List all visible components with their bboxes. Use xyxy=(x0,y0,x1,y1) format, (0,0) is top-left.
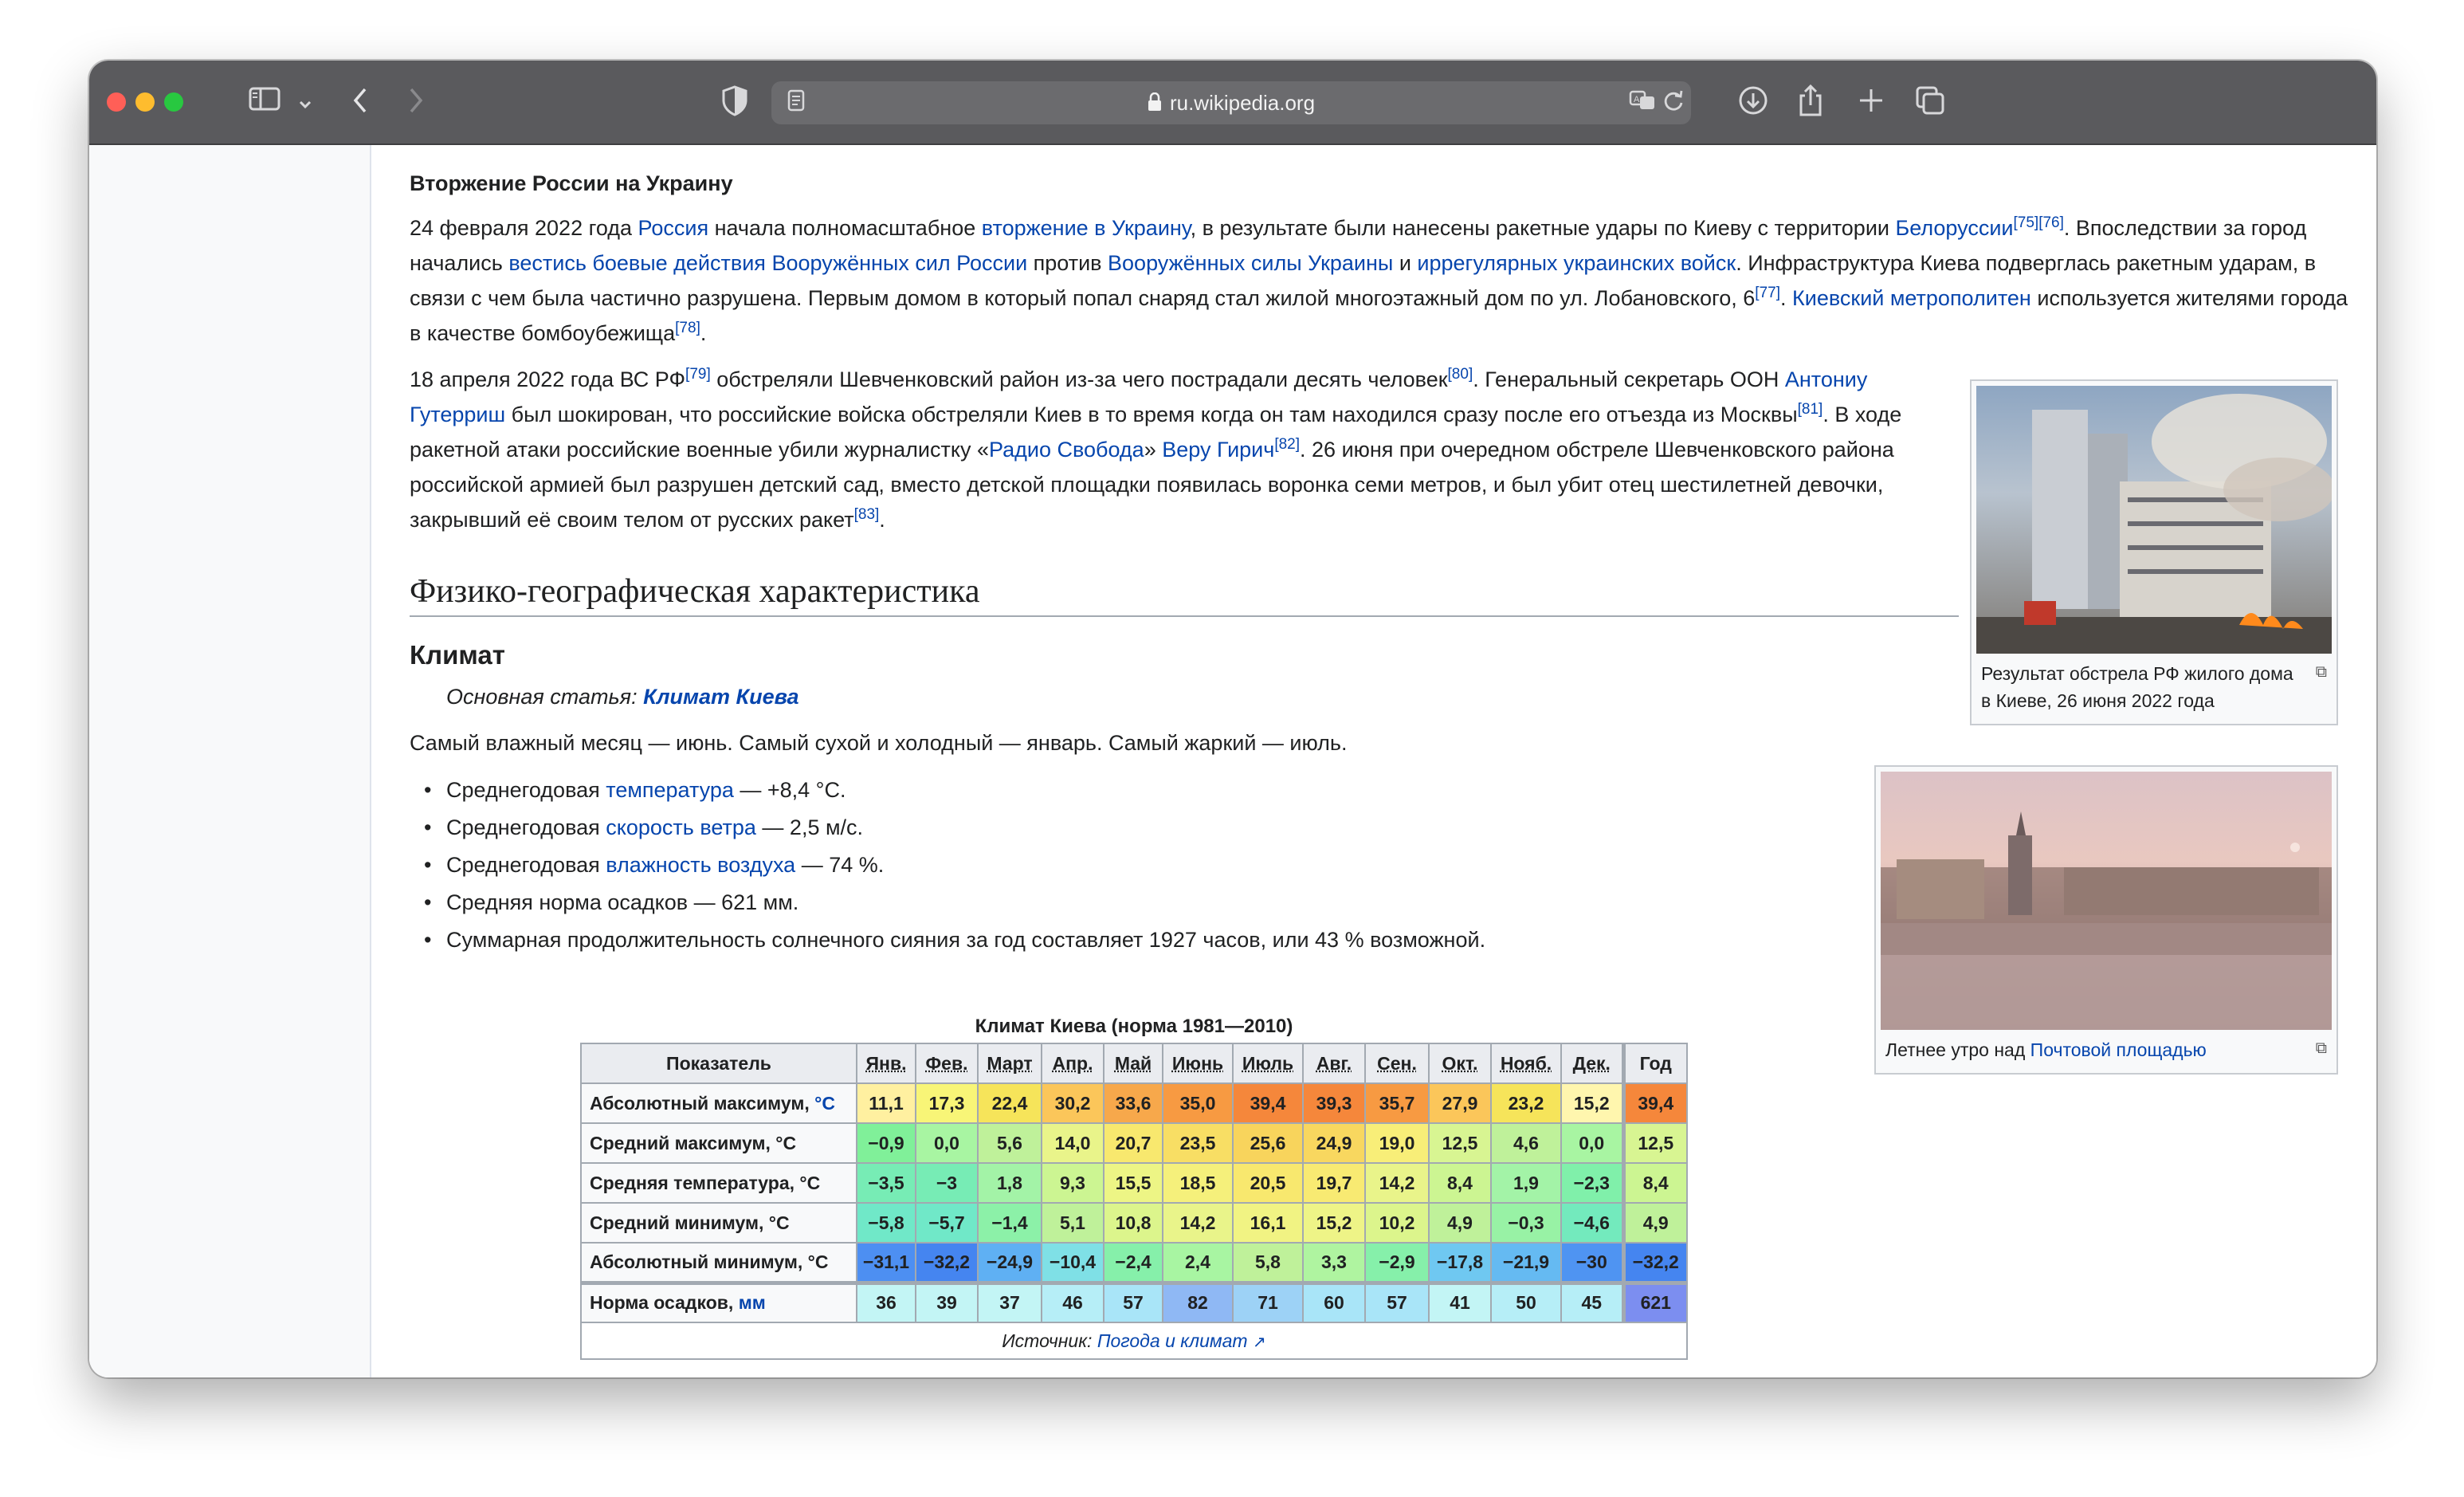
cell-value: 18,5 xyxy=(1163,1163,1233,1203)
cell-value: 5,1 xyxy=(1042,1203,1104,1243)
cell-value: 1,8 xyxy=(978,1163,1042,1203)
climate-table-row xyxy=(581,1083,1687,1123)
header-month: Нояб. xyxy=(1491,1043,1561,1083)
text: . 26 июня при очередном обстреле Шевченковского района российской армией был разрушен детский сад, вместо детской площадки появилась воронка семи метров, и был убит отец шестилетней девочки, закрывший её своим телом от русских ракет xyxy=(410,438,1894,532)
text: . Генеральный секретарь ООН xyxy=(1473,367,1785,391)
figure-poshtova-square xyxy=(1874,765,2338,1075)
close-window-button[interactable] xyxy=(107,92,126,112)
cell-value: 22,4 xyxy=(978,1083,1042,1123)
cell-value: 19,0 xyxy=(1365,1123,1429,1163)
header-month: Май xyxy=(1104,1043,1163,1083)
climate-fact-item xyxy=(410,809,1959,847)
fact-text: Среднегодовая xyxy=(446,815,606,839)
cell-value: 39,4 xyxy=(1233,1083,1303,1123)
header-month: Июль xyxy=(1233,1043,1303,1083)
text: используется жителями города в качестве бомбоубежища xyxy=(410,286,2348,345)
text: начала полномасштабное xyxy=(708,216,982,240)
figure-shelling xyxy=(1970,379,2338,725)
text: . xyxy=(879,508,885,532)
caption-text: Результат обстрела РФ жилого дома в Киеве, 26 июня 2022 года xyxy=(1981,663,2293,711)
cell-value: −31,1 xyxy=(857,1243,916,1283)
row-label-text: Норма осадков, xyxy=(590,1292,739,1314)
cell-year-value: 39,4 xyxy=(1623,1083,1687,1123)
climate-table-row xyxy=(581,1203,1687,1243)
header-month: Март xyxy=(978,1043,1042,1083)
climate-table-title: Климат Киева (норма 1981—2010) xyxy=(975,1016,1293,1037)
fact-link[interactable]: температура xyxy=(606,778,734,802)
header-month: Авг. xyxy=(1303,1043,1365,1083)
cell-value: 9,3 xyxy=(1042,1163,1104,1203)
row-label-text: Средний минимум, °C xyxy=(590,1212,790,1233)
cell-value: 4,9 xyxy=(1429,1203,1491,1243)
cell-value: −0,9 xyxy=(857,1123,916,1163)
chevron-down-icon[interactable] xyxy=(293,88,317,120)
cell-value: 71 xyxy=(1233,1283,1303,1322)
download-icon[interactable] xyxy=(1734,84,1772,124)
physgeo-heading: Физико-географическая характеристика xyxy=(410,569,1959,617)
climate-fact-item xyxy=(410,847,1959,884)
cell-value: 3,3 xyxy=(1303,1243,1365,1283)
cell-value: 4,6 xyxy=(1491,1123,1561,1163)
climate-table-row xyxy=(581,1283,1687,1322)
header-month: Янв. xyxy=(857,1043,916,1083)
cell-value: 2,4 xyxy=(1163,1243,1233,1283)
climate-table-block xyxy=(580,1012,1688,1360)
cell-value: 20,7 xyxy=(1104,1123,1163,1163)
ref-77[interactable]: [77] xyxy=(1755,285,1780,301)
ref-80[interactable]: [80] xyxy=(1447,366,1473,383)
climate-table-row xyxy=(581,1123,1687,1163)
back-icon[interactable] xyxy=(344,86,376,122)
unit-link[interactable]: °C xyxy=(814,1092,835,1114)
main-article-hatnote xyxy=(410,679,1959,714)
cell-value: 1,9 xyxy=(1491,1163,1561,1203)
row-label-text: Абсолютный максимум, xyxy=(590,1092,815,1114)
cell-value: 14,2 xyxy=(1163,1203,1233,1243)
link-ukrainian-forces[interactable]: Вооружённых силы Украины xyxy=(1108,251,1394,275)
cell-value: −10,4 xyxy=(1042,1243,1104,1283)
browser-window xyxy=(89,61,2376,1377)
ref-83[interactable]: [83] xyxy=(853,506,880,523)
cell-value: 0,0 xyxy=(1561,1123,1623,1163)
climate-table-row xyxy=(581,1243,1687,1283)
cell-value: −30 xyxy=(1561,1243,1623,1283)
ref-82[interactable]: [82] xyxy=(1274,436,1301,453)
link-radio-svoboda[interactable]: Радио Свобода xyxy=(989,438,1144,462)
cell-value: 45 xyxy=(1561,1283,1623,1322)
climate-table-header xyxy=(581,1043,1687,1083)
cell-value: 15,2 xyxy=(1561,1083,1623,1123)
cell-year-value: 621 xyxy=(1623,1283,1687,1322)
text: . xyxy=(700,321,707,345)
link-weather-climate[interactable]: Погода и климат xyxy=(1097,1330,1248,1351)
link-poshtova-square[interactable]: Почтовой площадью xyxy=(2030,1039,2207,1060)
cell-value: 14,2 xyxy=(1365,1163,1429,1203)
unit-link[interactable]: мм xyxy=(738,1292,766,1314)
fact-text: Суммарная продолжительность солнечного сияния за год составляет 1927 часов, или 43 % возможной. xyxy=(446,928,1486,952)
ref-81[interactable]: [81] xyxy=(1797,401,1823,418)
fact-text: — +8,4 °C. xyxy=(733,778,846,802)
cell-value: −1,4 xyxy=(978,1203,1042,1243)
cell-value: 8,4 xyxy=(1429,1163,1491,1203)
browser-toolbar xyxy=(89,61,2376,145)
tabs-overview-icon[interactable] xyxy=(1911,84,1949,124)
new-tab-icon[interactable] xyxy=(1852,84,1890,124)
climate-table-row xyxy=(581,1163,1687,1203)
header-month: Апр. xyxy=(1042,1043,1104,1083)
header-month: Сен. xyxy=(1365,1043,1429,1083)
cell-value: 41 xyxy=(1429,1283,1491,1322)
cell-value: −17,8 xyxy=(1429,1243,1491,1283)
svg-text:A: A xyxy=(1634,95,1640,104)
cell-value: 20,5 xyxy=(1233,1163,1303,1203)
cell-value: −32,2 xyxy=(916,1243,978,1283)
text: обстреляли Шевченковский район из-за чего пострадали десять человек xyxy=(710,367,1448,391)
cell-year-value: 12,5 xyxy=(1623,1123,1687,1163)
cell-value: 60 xyxy=(1303,1283,1365,1322)
cell-value: 23,5 xyxy=(1163,1123,1233,1163)
text: » xyxy=(1144,438,1163,462)
header-year: Год xyxy=(1623,1043,1687,1083)
cell-value: 5,8 xyxy=(1233,1243,1303,1283)
cell-value: 57 xyxy=(1104,1283,1163,1322)
fact-link[interactable]: влажность воздуха xyxy=(606,853,796,877)
cell-year-value: 8,4 xyxy=(1623,1163,1687,1203)
cell-value: 39,3 xyxy=(1303,1083,1365,1123)
text: 24 февраля 2022 года xyxy=(410,216,638,240)
share-icon[interactable] xyxy=(1791,83,1830,125)
invasion-paragraph-2 xyxy=(410,362,1959,537)
cell-value: 10,8 xyxy=(1104,1203,1163,1243)
cell-value: 25,6 xyxy=(1233,1123,1303,1163)
invasion-paragraph-1 xyxy=(410,210,2356,351)
cell-value: 57 xyxy=(1365,1283,1429,1322)
row-label xyxy=(581,1243,857,1283)
cell-value: 23,2 xyxy=(1491,1083,1561,1123)
cell-value: −0,3 xyxy=(1491,1203,1561,1243)
climate-fact-item xyxy=(410,884,1959,921)
cell-value: 35,7 xyxy=(1365,1083,1429,1123)
cell-value: 82 xyxy=(1163,1283,1233,1322)
text: . xyxy=(1780,286,1793,310)
caption-text: Летнее утро над xyxy=(1885,1039,2030,1060)
text: был шокирован, что российские войска обстреляли Киев в то время когда он там находился сразу после его отъезда из Москвы xyxy=(505,403,1798,426)
cell-value: 17,3 xyxy=(916,1083,978,1123)
text: против xyxy=(1027,251,1108,275)
left-sidebar xyxy=(89,145,371,1377)
ref-75[interactable]: [75] xyxy=(2013,214,2039,231)
cell-value: 0,0 xyxy=(916,1123,978,1163)
fact-text: Среднегодовая xyxy=(446,853,606,877)
cell-value: −3,5 xyxy=(857,1163,916,1203)
header-month: Фев. xyxy=(916,1043,978,1083)
cell-value: −2,3 xyxy=(1561,1163,1623,1203)
link-combat[interactable]: вестись боевые действия xyxy=(508,251,766,275)
climate-facts-list xyxy=(410,772,1959,959)
cell-value: 36 xyxy=(857,1283,916,1322)
ref-78[interactable]: [78] xyxy=(675,320,700,336)
climate-table-source xyxy=(580,1323,1688,1360)
row-label xyxy=(581,1123,857,1163)
link-metro[interactable]: Киевский метрополитен xyxy=(1792,286,2031,310)
hatnote-prefix: Основная статья xyxy=(446,685,632,709)
forward-icon[interactable] xyxy=(400,86,432,122)
text: 18 апреля 2022 года ВС РФ xyxy=(410,367,686,391)
row-label-text: Средняя температура, °C xyxy=(590,1172,821,1193)
shelled-building-image[interactable] xyxy=(1976,386,2332,654)
text: и xyxy=(1393,251,1418,275)
cell-value: 5,6 xyxy=(978,1123,1042,1163)
row-label xyxy=(581,1163,857,1203)
cell-value: 35,0 xyxy=(1163,1083,1233,1123)
cell-value: −24,9 xyxy=(978,1243,1042,1283)
fact-text: — 74 %. xyxy=(795,853,885,877)
link-belarus[interactable]: Белоруссии xyxy=(1895,216,2014,240)
row-label-text: Средний максимум, °C xyxy=(590,1132,797,1153)
text: . В ходе ракетной атаки российские военные убили журналистку « xyxy=(410,403,1902,462)
climate-fact-item xyxy=(410,772,1959,809)
cell-value: 37 xyxy=(978,1283,1042,1322)
source-prefix: Источник: xyxy=(1002,1330,1097,1351)
cell-value: 16,1 xyxy=(1233,1203,1303,1243)
invasion-heading: Вторжение России на Украину xyxy=(410,171,733,195)
fact-link[interactable]: скорость ветра xyxy=(606,815,756,839)
cell-value: 46 xyxy=(1042,1283,1104,1322)
row-label xyxy=(581,1083,857,1123)
url-label: ru.wikipedia.org xyxy=(1169,91,1316,115)
hatnote-colon: : xyxy=(631,685,644,709)
fact-text: Средняя норма осадков — 621 мм. xyxy=(446,890,799,914)
cell-value: 50 xyxy=(1491,1283,1561,1322)
link-irregular-forces[interactable]: иррегулярных украинских войск xyxy=(1417,251,1736,275)
figure-shelling-caption xyxy=(1976,654,2332,719)
cell-value: 14,0 xyxy=(1042,1123,1104,1163)
poshtova-square-image[interactable] xyxy=(1881,772,2332,1030)
link-russian-forces[interactable]: Вооружённых сил России xyxy=(771,251,1028,275)
cell-value: −4,6 xyxy=(1561,1203,1623,1243)
ref-76[interactable]: [76] xyxy=(2038,214,2064,231)
cell-value: −2,9 xyxy=(1365,1243,1429,1283)
link-invasion[interactable]: вторжение в Украину xyxy=(981,216,1191,240)
link-vera-girich[interactable]: Веру Гирич xyxy=(1162,438,1275,462)
reload-icon[interactable] xyxy=(1659,88,1688,120)
link-guterres[interactable]: Антониу Гутерриш xyxy=(410,367,1868,426)
lock-icon xyxy=(1148,83,1162,126)
cell-value: 11,1 xyxy=(857,1083,916,1123)
climate-fact-item xyxy=(410,921,1959,959)
cell-year-value: −32,2 xyxy=(1623,1243,1687,1283)
minimize-window-button[interactable] xyxy=(135,92,155,112)
cell-value: 15,2 xyxy=(1303,1203,1365,1243)
magnify-icon[interactable]: ⧉ xyxy=(2315,663,2327,681)
sidebar-icon[interactable] xyxy=(245,86,284,119)
cell-value: 24,9 xyxy=(1303,1123,1365,1163)
row-label xyxy=(581,1283,857,1322)
page-content xyxy=(89,145,2376,1377)
ref-79[interactable]: [79] xyxy=(685,366,711,383)
climate-heading: Климат xyxy=(410,640,505,670)
cell-value: 15,5 xyxy=(1104,1163,1163,1203)
fact-text: Среднегодовая xyxy=(446,778,606,802)
cell-value: 19,7 xyxy=(1303,1163,1365,1203)
text: . Впоследствии за город начались xyxy=(410,216,2307,275)
header-indicator: Показатель xyxy=(581,1043,857,1083)
cell-value: −5,8 xyxy=(857,1203,916,1243)
shield-icon[interactable] xyxy=(716,84,754,124)
cell-value: −21,9 xyxy=(1491,1243,1561,1283)
magnify-icon[interactable]: ⧉ xyxy=(2315,1039,2327,1057)
row-label xyxy=(581,1203,857,1243)
row-label-text: Абсолютный минимум, °C xyxy=(590,1251,829,1272)
cell-value: 33,6 xyxy=(1104,1083,1163,1123)
zoom-window-button[interactable] xyxy=(164,92,183,112)
cell-value: 12,5 xyxy=(1429,1123,1491,1163)
cell-value: 10,2 xyxy=(1365,1203,1429,1243)
header-month: Дек. xyxy=(1561,1043,1623,1083)
figure-poshtova-caption xyxy=(1881,1030,2332,1068)
link-russia[interactable]: Россия xyxy=(638,216,709,240)
climate-intro: Самый влажный месяц — июнь. Самый сухой и холодный — январь. Самый жаркий — июль. xyxy=(410,731,1348,755)
text: , в результате были нанесены ракетные удары по Киеву с территории xyxy=(1190,216,1896,240)
header-month: Июнь xyxy=(1163,1043,1233,1083)
address-bar[interactable] xyxy=(771,81,1691,124)
cell-value: −5,7 xyxy=(916,1203,978,1243)
cell-value: 39 xyxy=(916,1283,978,1322)
cell-value: 27,9 xyxy=(1429,1083,1491,1123)
translate-icon[interactable] xyxy=(1627,88,1659,120)
text: . Инфраструктура Киева подверглась ракетным ударам, в связи с чем была частично разрушена. Первым домом в который попал снаряд стал жилой многоэтажный дом по ул. Лобановского, 6 xyxy=(410,251,2317,310)
external-link-icon: ↗ xyxy=(1253,1334,1266,1351)
cell-year-value: 4,9 xyxy=(1623,1203,1687,1243)
climate-table xyxy=(580,1043,1688,1323)
url-text[interactable] xyxy=(771,81,1691,124)
fact-text: — 2,5 м/с. xyxy=(755,815,864,839)
cell-value: −3 xyxy=(916,1163,978,1203)
link-kyiv-climate[interactable]: Климат Киева xyxy=(643,685,799,709)
cell-value: −2,4 xyxy=(1104,1243,1163,1283)
header-month: Окт. xyxy=(1429,1043,1491,1083)
cell-value: 30,2 xyxy=(1042,1083,1104,1123)
